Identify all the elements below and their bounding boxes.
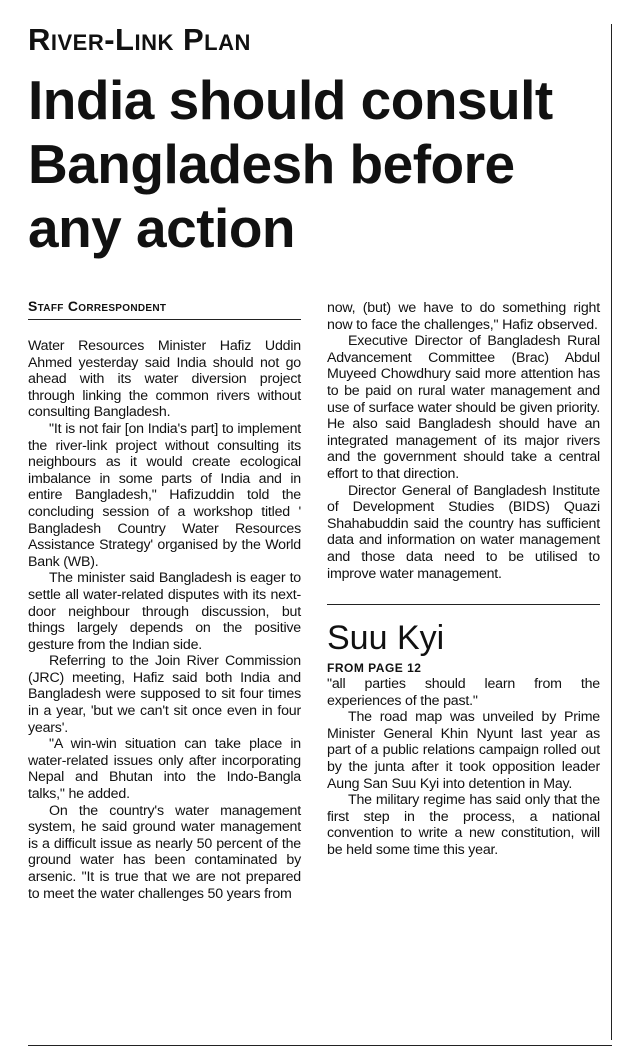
body-paragraph: "A win-win situation can take place in water-related issues only after incorporating Nepal and Bhutan into the Indo-Bangla talks," he added.: [28, 736, 301, 803]
body-paragraph: Director General of Bangladesh Institute of Development Studies (BIDS) Quazi Shahabuddin said the country has sufficient data and information on water management and those data need to be utilised to improve water management.: [327, 482, 600, 582]
headline-line-1: India should consult: [28, 69, 553, 131]
suu-kyi-paragraph: "all parties should learn from the experiences of the past.": [327, 676, 600, 709]
suu-kyi-title: Suu Kyi: [327, 619, 445, 658]
body-paragraph: On the country's water management system, he said ground water management is a difficult issue as nearly 50 percent of the ground water has been contaminated by arsenic. "It is true that we are not prepared to meet the water challenges 50 years from: [28, 802, 301, 902]
article-column-left: [28, 298, 301, 902]
body-paragraph: "It is not fair [on India's part] to implement the river-link project without consulting its neighbours as it would create ecological imbalance in some parts of India and in entire Bangladesh," Hafizuddin told the concluding session of a workshop titled ' Bangladesh Country Water Resources Assistance Strategy' organised by the World Bank (WB).: [28, 420, 301, 570]
bottom-divider: [28, 1045, 612, 1046]
suu-kyi-paragraph: The military regime has said only that the first step in the process, a national convention to write a new constitution, will be held some time this year.: [327, 792, 600, 859]
body-paragraph: The minister said Bangladesh is eager to settle all water-related disputes with its next-door neighbour through discussion, but things largely depends on the positive gesture from the Indian side.: [28, 570, 301, 653]
body-paragraph: Referring to the Join River Commission (JRC) meeting, Hafiz said both India and Bangladesh were supposed to sit four times in a year, 'but we can't sit once even in four years'.: [28, 653, 301, 736]
article-column-right: [327, 300, 600, 859]
suu-kyi-paragraph: The road map was unveiled by Prime Minister General Khin Nyunt last year as part of a public relations campaign rolled out by the junta after it took opposition leader Aung San Suu Kyi into detention in May.: [327, 709, 600, 792]
byline: Staff Correspondent: [28, 298, 301, 320]
headline-line-2: Bangladesh before: [28, 133, 515, 195]
headline-line-3: any action: [28, 197, 296, 259]
body-paragraph: Water Resources Minister Hafiz Uddin Ahmed yesterday said India should not go ahead with its water diversion project through linking the common rivers without consulting Bangladesh.: [28, 338, 301, 421]
body-paragraph: Executive Director of Bangladesh Rural Advancement Committee (Brac) Abdul Muyeed Chowdhury said more attention has to be paid on rural water management and use of surface water should be given priority. He also said Bangladesh should have an integrated management of its major rivers and the government should take a central effort to that direction.: [327, 333, 600, 482]
kicker: River-Link Plan: [28, 22, 251, 57]
headline: [28, 68, 613, 260]
from-page-label: FROM PAGE 12: [327, 661, 422, 676]
section-divider: [327, 604, 600, 605]
body-paragraph: now, (but) we have to do something right now to face the challenges," Hafiz observed.: [327, 300, 600, 333]
